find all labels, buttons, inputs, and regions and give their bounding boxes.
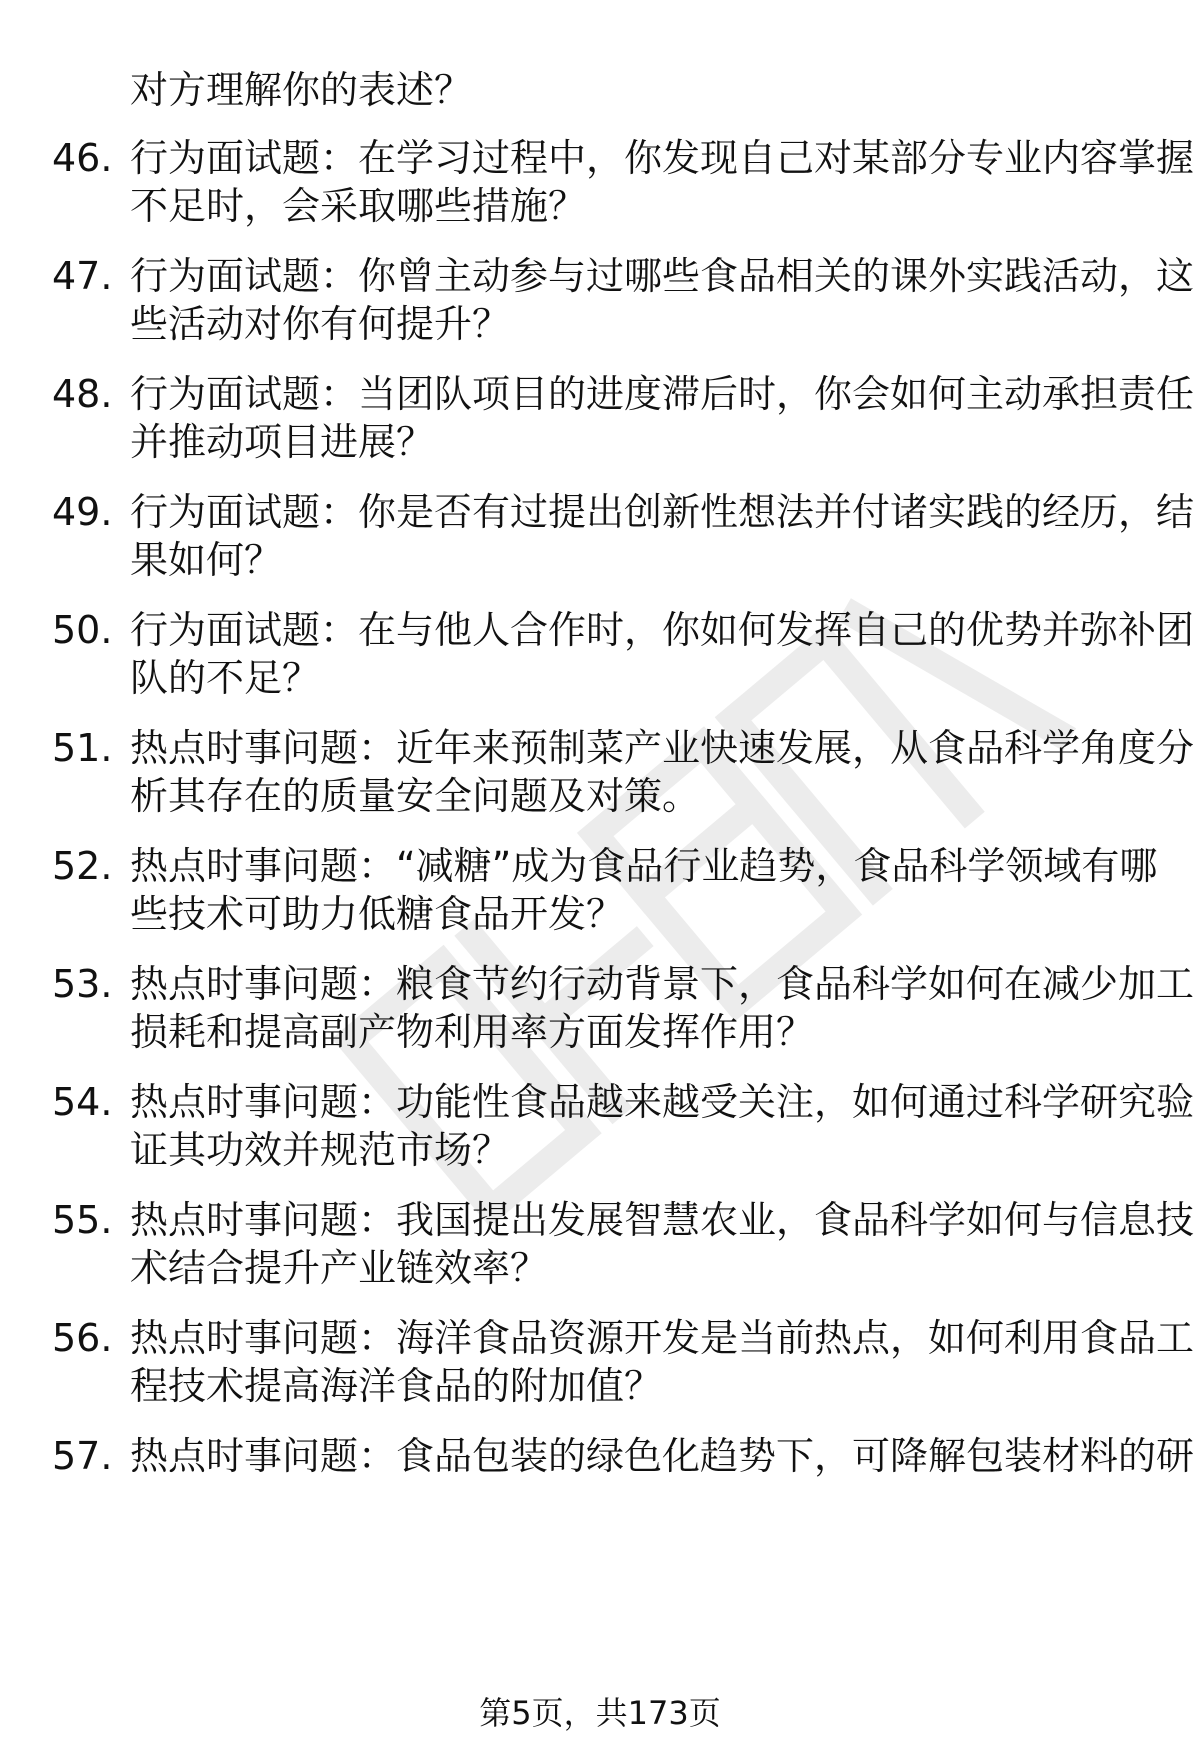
question-text-line: 队的不足？	[130, 656, 321, 700]
question-number: 53.	[52, 962, 113, 1006]
question-text-line: 热点时事问题：粮食节约行动背景下，食品科学如何在减少加工	[130, 962, 1195, 1006]
question-number: 46.	[52, 136, 113, 180]
question-text-line: 热点时事问题：近年来预制菜产业快速发展，从食品科学角度分	[130, 726, 1195, 770]
question-text-line: 程技术提高海洋食品的附加值？	[130, 1364, 663, 1408]
question-number: 55.	[52, 1198, 113, 1242]
question-text-line: 热点时事问题：功能性食品越来越受关注，如何通过科学研究验	[130, 1080, 1195, 1124]
question-text-line: 析其存在的质量安全问题及对策。	[130, 774, 701, 818]
question-number: 48.	[52, 372, 113, 416]
question-text-line: 热点时事问题：食品包装的绿色化趋势下，可降解包装材料的研	[130, 1434, 1195, 1478]
question-text-line: 行为面试题：在与他人合作时，你如何发挥自己的优势并弥补团	[130, 608, 1195, 652]
question-number: 52.	[52, 844, 113, 888]
question-number: 49.	[52, 490, 113, 534]
question-text-line: 些活动对你有何提升？	[130, 302, 511, 346]
question-text-line: 术结合提升产业链效率？	[130, 1246, 549, 1290]
continuation-text: 对方理解你的表述？	[130, 68, 473, 112]
question-text-line: 并推动项目进展？	[130, 420, 435, 464]
question-number: 50.	[52, 608, 113, 652]
question-number: 56.	[52, 1316, 113, 1360]
question-text-line: 证其功效并规范市场？	[130, 1128, 511, 1172]
question-number: 51.	[52, 726, 113, 770]
question-text-line: 果如何？	[130, 538, 283, 582]
question-text-line: 行为面试题：你是否有过提出创新性想法并付诸实践的经历，结	[130, 490, 1195, 534]
question-text-line: 行为面试题：在学习过程中，你发现自己对某部分专业内容掌握	[130, 136, 1195, 180]
question-text-line: 热点时事问题：海洋食品资源开发是当前热点，如何利用食品工	[130, 1316, 1195, 1360]
question-text-line: 行为面试题：你曾主动参与过哪些食品相关的课外实践活动，这	[130, 254, 1195, 298]
question-text-line: 些技术可助力低糖食品开发？	[130, 892, 625, 936]
question-number: 54.	[52, 1080, 113, 1124]
question-number: 47.	[52, 254, 113, 298]
question-text-line: 行为面试题：当团队项目的进度滞后时，你会如何主动承担责任	[130, 372, 1195, 416]
question-text-line: 损耗和提高副产物利用率方面发挥作用？	[130, 1010, 815, 1054]
question-text-line: 不足时，会采取哪些措施？	[130, 184, 587, 228]
question-text-line: 热点时事问题：“减糖”成为食品行业趋势，食品科学领域有哪	[130, 844, 1158, 888]
question-number: 57.	[52, 1434, 113, 1478]
page-footer: 第5页，共173页	[479, 1694, 721, 1732]
question-text-line: 热点时事问题：我国提出发展智慧农业，食品科学如何与信息技	[130, 1198, 1195, 1242]
